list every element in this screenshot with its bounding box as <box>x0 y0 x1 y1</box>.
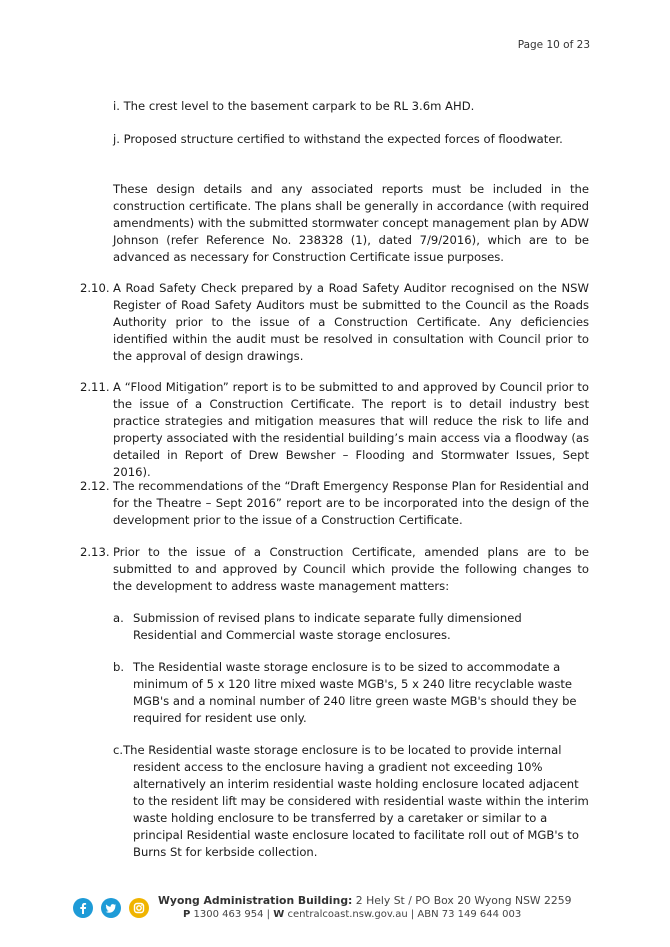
footer-address <box>158 894 572 907</box>
twitter-icon[interactable] <box>101 898 121 918</box>
sub-item-c <box>113 742 589 861</box>
condition-text: Prior to the issue of a Construction Certificate, amended plans are to be submitted to and approved by Council which provide the following changes to the development to address waste management matters: <box>113 545 589 593</box>
page-number: Page 10 of 23 <box>517 39 590 51</box>
condition-text: A Road Safety Check prepared by a Road Safety Auditor recognised on the NSW Register of Road Safety Auditors must be submitted to the Council as the Roads Authority prior to the issue of a Construction Certificate. Any deficiencies identified within the audit must be resolved in consultation with Council prior to the approval of design drawings. <box>113 281 589 363</box>
footer-phone: 1300 463 954 | <box>190 909 274 920</box>
instagram-icon[interactable] <box>129 898 149 918</box>
footer-web-label: W <box>273 909 285 920</box>
sub-item-letter: c. <box>113 743 124 757</box>
sub-item-letter: a. <box>113 611 124 625</box>
condition-number: 2.10. <box>80 281 110 295</box>
sub-item-text: The Residential waste storage enclosure is to be located to provide internal resident access to the enclosure having a gradient not exceeding 10% alternatively an interim residential waste holding enclosure located adjacent to the resident lift may be considered with residential waste within the interim waste holding enclosure to be transferred by a caretaker or similar to a principal Residential waste enclosure located to facilitate roll out of MGB's to Burns St for kerbside collection. <box>123 743 589 859</box>
item-j: j. Proposed structure certified to withstand the expected forces of floodwater. <box>113 132 563 146</box>
item-i: i. The crest level to the basement carpark to be RL 3.6m AHD. <box>113 99 475 113</box>
footer-contact <box>183 909 521 920</box>
footer-building-label: Wyong Administration Building: <box>158 894 353 907</box>
facebook-icon[interactable] <box>73 898 93 918</box>
sub-item-text: Submission of revised plans to indicate separate fully dimensioned Residential and Commercial waste storage enclosures. <box>133 611 522 642</box>
condition-number: 2.13. <box>80 545 110 559</box>
condition-number: 2.12. <box>80 479 110 493</box>
design-details-paragraph: These design details and any associated reports must be included in the construction certificate. The plans shall be generally in accordance (with required amendments) with the submitted stormwater concept management plan by ADW Johnson (refer Reference No. 238328 (1), dated 7/9/2016), which are to be advanced as necessary for Construction Certificate issue purposes. <box>113 182 589 264</box>
footer-phone-label: P <box>183 909 191 920</box>
sub-item-letter: b. <box>113 660 125 674</box>
sub-item-text: The Residential waste storage enclosure is to be sized to accommodate a minimum of 5 x 120 litre mixed waste MGB's, 5 x 240 litre recyclable waste MGB's and a nominal number of 240 litre green waste MGB's should they be required for resident use only. <box>133 660 577 725</box>
condition-text: The recommendations of the “Draft Emergency Response Plan for Residential and for the Theatre – Sept 2016” report are to be incorporated into the design of the development prior to the issue of a Construction Certificate. <box>113 479 589 527</box>
footer-address-text: 2 Hely St / PO Box 20 Wyong NSW 2259 <box>352 894 572 907</box>
condition-text: A “Flood Mitigation” report is to be submitted to and approved by Council prior to the issue of a Construction Certificate. The report is to detail industry best practice strategies and mitigation measures that will reduce the risk to life and property associated with the residential building’s main access via a floodway (as detailed in Report of Drew Bewsher – Flooding and Stormwater Issues, Sept 2016). <box>113 380 589 479</box>
condition-number: 2.11. <box>80 380 110 394</box>
footer-web: centralcoast.nsw.gov.au | ABN 73 149 644 003 <box>284 909 522 920</box>
